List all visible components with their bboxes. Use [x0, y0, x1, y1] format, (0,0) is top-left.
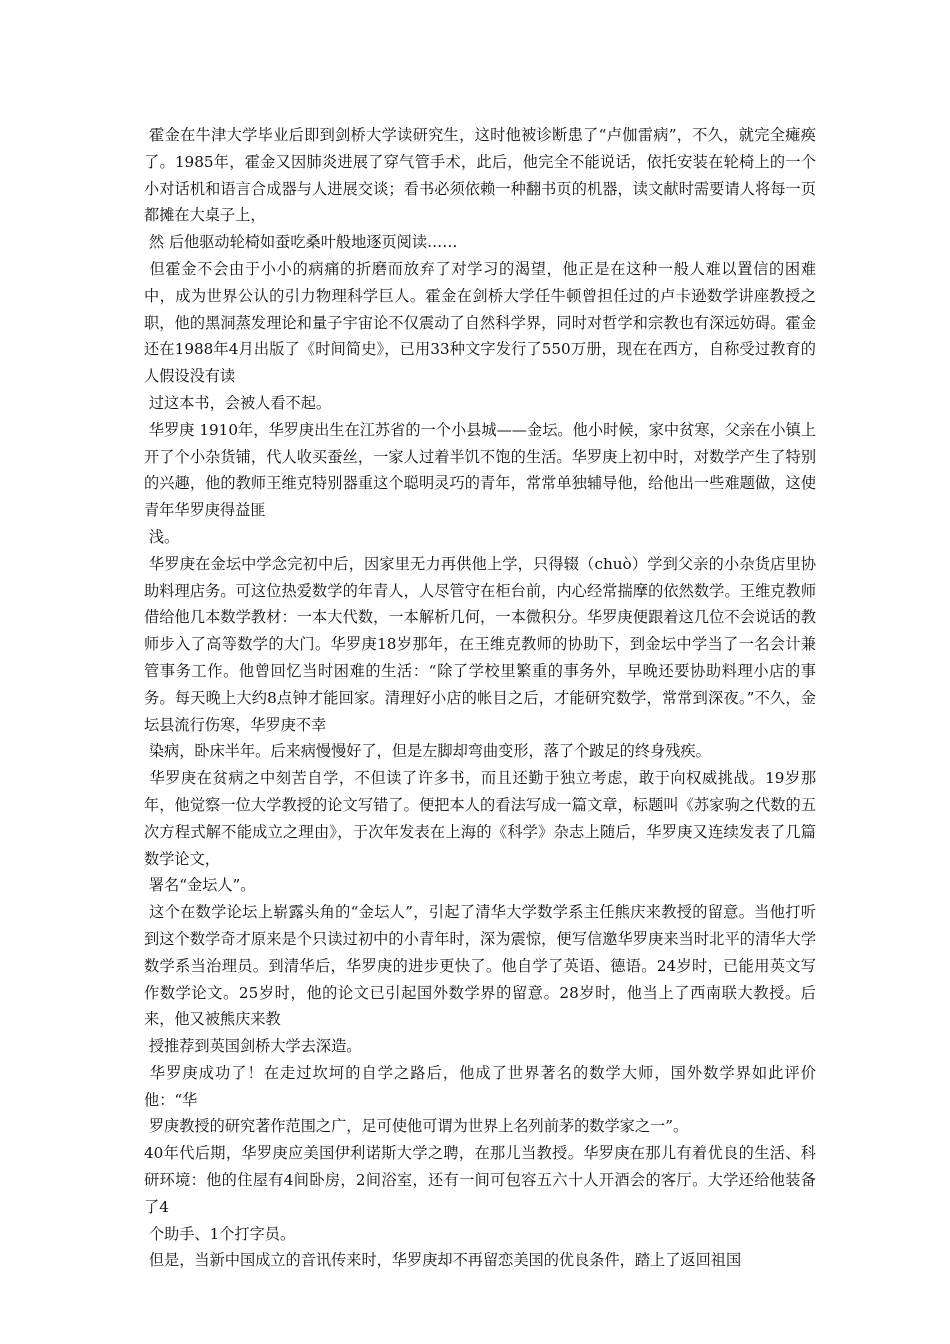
paragraph-2: 然 后他驱动轮椅如蚕吃桑叶般地逐页阅读…… — [144, 233, 458, 252]
paragraph-1: 霍金在牛津大学毕业后即到剑桥大学读研究生，这时他被诊断患了“卢伽雷病”，不久，就完全瘫痪了。1985年，霍金又因肺炎进展了穿气管手术，此后，他完全不能说话，依托安装在轮椅上的一个小对话机和语言合成器与人进展交谈；看书必须依赖一种翻书页的机器，读文献时需要请人将每一页都摊在大桌子上， — [144, 126, 816, 225]
paragraph-8: 染病，卧床半年。后来病慢慢好了，但是左脚却弯曲变形，落了个跛足的终身残疾。 — [144, 742, 711, 761]
paragraph-9: 华罗庚在贫病之中刻苦自学，不但读了许多书，而且还勤于独立考虑，敢于向权威挑战。19岁那年，他觉察一位大学教授的论文写错了。便把本人的看法写成一篇文章，标题叫《苏家驹之代数的五次方程式解不能成立之理由》，于次年发表在上海的《科学》杂志上随后，华罗庚又连续发表了几篇数学论文， — [144, 769, 817, 868]
paragraph-10: 署名“金坛人”。 — [144, 876, 256, 895]
paragraph-16: 个助手、1个打字员。 — [144, 1224, 296, 1243]
paragraph-4: 过这本书，会被人看不起。 — [144, 393, 332, 412]
paragraph-12: 授推荐到英国剑桥大学去深造。 — [144, 1037, 362, 1056]
paragraph-3: 但霍金不会由于小小的病痛的折磨而放弃了对学习的渴望，他正是在这种一般人难以置信的困难中，成为世界公认的引力物理科学巨人。霍金在剑桥大学任牛顿曾担任过的卢卡逊数学讲座教授之职，他的黑洞蒸发理论和量子宇宙论不仅震动了自然科学界，同时对哲学和宗教也有深远妨碍。霍金还在1988年4月出版了《时间简史》，已用33种文字发行了550万册，现在在西方，自称受过教育的人假设没有读 — [144, 259, 817, 386]
paragraph-17: 但是，当新中国成立的音讯传来时，华罗庚却不再留恋美国的优良条件，踏上了返回祖国 — [144, 1251, 742, 1270]
paragraph-11: 这个在数学论坛上崭露头角的“金坛人”，引起了清华大学数学系主任熊庆来教授的留意。当他打听到这个数学奇才原来是个只读过初中的小青年时，深为震惊，便写信邀华罗庚来当时北平的清华大学数学系当治理员。到清华后，华罗庚的进步更快了。他自学了英语、德语。24岁时，已能用英文写作数学论文。25岁时，他的论文已引起国外数学界的留意。28岁时，他当上了西南联大教授。后来，他又被熊庆来教 — [144, 903, 816, 1029]
document-body — [144, 122, 816, 1274]
paragraph-7: 华罗庚在金坛中学念完初中后，因家里无力再供他上学，只得辍（chuò）学到父亲的小杂货店里协助料理店务。可这位热爱数学的年青人，人尽管守在柜台前，内心经常揣摩的依然数学。王维克教师借给他几本数学教材：一本大代数，一本解析几何，一本微积分。华罗庚便跟着这几位不会说话的教师步入了高等数学的大门。华罗庚18岁那年，在王维克教师的协助下，到金坛中学当了一名会计兼管事务工作。他曾回忆当时困难的生活：“除了学校里繁重的事务外，早晚还要协助料理小店的事务。每天晚上大约8点钟才能回家。清理好小店的帐目之后，才能研究数学，常常到深夜。”不久，金坛县流行伤寒，华罗庚不幸 — [144, 554, 817, 734]
paragraph-6: 浅。 — [144, 527, 180, 546]
paragraph-13: 华罗庚成功了！在走过坎坷的自学之路后，他成了世界著名的数学大师，国外数学界如此评价他：“华 — [144, 1063, 817, 1109]
paragraph-5: 华罗庚 1910年，华罗庚出生在江苏省的一个小县城——金坛。他小时候，家中贫寒，父亲在小镇上开了个小杂货铺，代人收买蚕丝，一家人过着半饥不饱的生活。华罗庚上初中时，对数学产生了特别的兴趣，他的教师王维克特别器重这个聪明灵巧的青年，常常单独辅导他，给他出一些难题做，这使青年华罗庚得益匪 — [144, 420, 817, 520]
paragraph-14: 罗庚教授的研究著作范围之广，足可使他可谓为世界上名列前茅的数学家之一”。 — [144, 1117, 689, 1136]
paragraph-15: 40年代后期，华罗庚应美国伊利诺斯大学之聘，在那儿当教授。华罗庚在那儿有着优良的生活、科研环境：他的住屋有4间卧房，2间浴室，还有一间可包容五六十人开酒会的客厅。大学还给他装备了4 — [144, 1144, 816, 1216]
